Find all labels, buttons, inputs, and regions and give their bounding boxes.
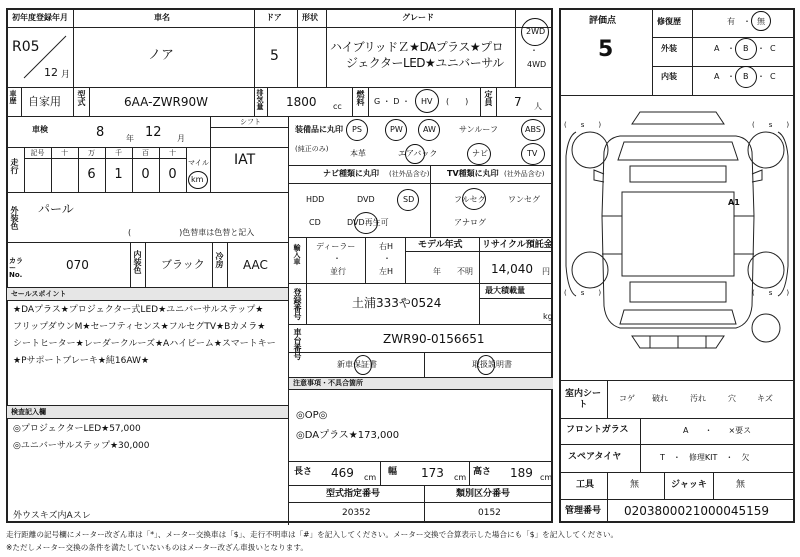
equip-tv: TV [527,149,538,158]
length-unit: cm [364,473,377,482]
ext-a: A [714,44,720,53]
exterior-color: パール [38,202,74,216]
ext-c: C [770,44,776,53]
digit-header-5: 十 [169,149,176,157]
int-dot2: ・ [757,72,765,81]
equip-pw: PW [390,125,403,134]
spare-label: スペアタイヤ [568,452,622,462]
import-right: 右H [379,242,394,251]
import-parallel: 並行 [330,267,346,276]
mileage-label: 走行 [10,158,19,174]
equip-aw: AW [423,125,436,134]
tool-label: 工具 [576,480,595,490]
grade-label: グレード [402,13,434,22]
km-label: km [191,175,204,184]
interior-color: ブラック [161,258,205,271]
seat-opt-3: 穴 [728,394,736,403]
car-name: ノア [148,48,175,63]
equip-abs: ABS [525,125,541,134]
mgmt-value: 0203800021000045159 [624,504,770,518]
nav-note: (社外品含む) [389,170,430,178]
sales-line-3: ★Pサポートブレーキ★純16AW★ [13,356,150,366]
car-diagram [560,96,794,378]
repair-opt-dot: ・ [743,17,751,26]
inspector-footer: 外ウスキズ内Aスレ [13,511,91,521]
inspection-label: 車検 [32,125,48,134]
repair-opt-no: 無 [757,17,765,26]
tv-fullseg: フルセグ [454,195,486,204]
length-label: 長さ [294,467,313,477]
first-reg-year: R05 [12,39,40,55]
notes-label: 注意事項・不具合箇所 [293,379,363,387]
ext-label: 外装 [661,44,677,53]
mgmt-label: 管理番号 [565,506,602,516]
seat-opt-1: 破れ [652,394,668,403]
import-left: 左H [379,267,394,276]
first-reg-month: 12 [44,66,58,79]
shift: IAT [234,152,256,168]
cooling: AAC [243,258,268,272]
inspector-line-1: ◎ユニバーサルステップ★30,000 [13,441,150,451]
ext-b: B [743,44,749,53]
sales-line-0: ★DAプラス★プロジェクター式LED★ユニバーサルステップ★ [13,305,264,315]
int-a: A [714,72,720,81]
drive-4wd: 4WD [527,60,547,69]
score-label: 評価点 [589,16,617,26]
equipment-sub: (純正のみ) [295,145,329,153]
score-value: 5 [598,37,614,62]
nav-hdd: HDD [306,195,325,204]
model: 6AA-ZWR90W [124,95,209,109]
width-unit: cm [454,473,467,482]
nav-sd: SD [403,195,415,204]
grade-line2: ジェクターLED★ユニバーサル [346,56,504,70]
digit-header-0: 記号 [30,149,45,157]
inspection-month: 12 [145,125,162,140]
recycle-value: 14,040 [491,262,533,276]
fuel-selected: HV [421,97,433,106]
inspection-year-unit: 年 [126,134,134,143]
equip-ps: PS [352,125,362,134]
glass-opts: A ・ ×要ス [683,426,752,435]
seat-opt-4: キズ [757,394,773,403]
notes-line2: ◎DAプラス★173,000 [296,430,400,441]
diagram-mark: A1 [728,198,740,207]
tv-note: (社外品含む) [504,170,545,178]
capacity: 7 [514,95,522,109]
capacity-label: 定員 [484,90,493,106]
max-load-label: 最大積載量 [485,286,525,295]
repair-label: 修復歴 [657,17,681,26]
fuel-options: G ・ D ・ [374,97,410,106]
jack-label: ジャッキ [671,480,707,490]
equip-airbag: エアバック [398,149,438,158]
corner-rr: ( s ) [752,289,790,297]
nav-dvd: DVD [357,195,375,204]
tool-value: 無 [630,480,640,490]
footer-line1: 走行距離の記号欄にメーター改ざん車は「*」、メーター交換車は「$」、走行不明車は「#」を記入してください。メーター交換で合算表示した場合にも「$」を記入してください。 [6,530,619,539]
manual: 取扱説明書 [472,360,512,369]
seat-opt-2: 汚れ [690,394,706,403]
digit-3: 1 [114,167,123,182]
seat-opt-0: コゲ [619,394,635,403]
nav-dvd-play: DVD再生可 [347,218,389,227]
shape-label: 形状 [302,13,318,22]
notes-line1: ◎OP◎ [296,410,328,421]
digit-header-3: 千 [115,149,122,157]
door-label: ドア [266,13,282,22]
digit-5: 0 [168,167,177,182]
height-label: 高さ [473,467,492,477]
sales-line-1: フリップダウンM★セーフティセンス★フルセグTV★Bカメラ★ [13,322,266,332]
nav-cd: CD [309,218,321,227]
import-label: 輸入車 [293,244,301,265]
door-count: 5 [270,48,279,64]
glass-label: フロントガラス [566,425,629,435]
fuel-paren: ( ) [446,97,469,106]
colorno-value: 070 [66,258,89,272]
corner-fr: ( s ) [752,121,790,129]
drive-2wd: 2WD [526,27,546,36]
corner-fl: ( s ) [564,121,602,129]
shift-label: シフト [240,118,261,126]
digit-4: 0 [141,167,150,182]
chassis-label: 車台番号 [293,328,302,360]
drive-sep: ・ [530,46,538,55]
usage-label: 車歴 [9,90,17,104]
ext-dot1: ・ [727,44,735,53]
first-reg-label: 初年度登録年月 [12,13,68,22]
recycle-unit: 円 [542,267,550,276]
displacement-label: 排気量 [256,89,264,110]
spare-opts: T ・ 修理KIT ・ 欠 [660,453,750,462]
digit-header-4: 百 [142,149,149,157]
width: 173 [421,466,444,480]
type-no: 20352 [342,508,371,518]
height-unit: cm [540,473,553,482]
tv-analog: アナログ [454,218,486,227]
max-load-kg: kg [543,312,553,321]
colorno-label: カラーNo. [9,257,23,279]
inspection-year: 8 [96,125,105,140]
first-reg-month-unit: 月 [61,70,71,80]
equipment-label: 装備品に丸印 [295,125,343,134]
jack-value: 無 [736,480,746,490]
import-dot: ・ [333,254,341,263]
warranty: 新車保証書 [337,360,377,369]
mile-label: マイル [188,159,209,167]
fuel-label: 燃料 [356,90,365,106]
import-dot2: ・ [383,254,391,263]
int-c: C [770,72,776,81]
equip-navi: ナビ [472,149,488,158]
int-dot1: ・ [727,72,735,81]
chassis-value: ZWR90-0156651 [383,332,485,346]
model-year-label: モデル年式 [418,240,463,250]
grade-line1: ハイブリッドＺ★DAプラス★プロ [330,40,504,54]
tv-title: TV種類に丸印 [447,169,499,178]
recycle-label: リサイクル預託金 [482,240,553,250]
repair-opt-yes: 有 [727,17,735,26]
inspection-month-unit: 月 [177,134,185,143]
model-year-unit: 年 [433,267,441,276]
displacement: 1800 [286,95,317,109]
length: 469 [331,466,354,480]
height: 189 [510,466,533,480]
import-dealer: ディーラー [316,242,356,251]
sales-label: セールスポイント [11,290,67,298]
cooling-label: 冷房 [215,252,224,268]
class-no-label: 類別区分番号 [456,489,511,499]
inspector-label: 検査記入欄 [11,408,46,416]
inspector-line-0: ◎プロジェクターLED★57,000 [13,424,141,434]
ext-dot2: ・ [757,44,765,53]
digit-header-1: 十 [61,149,68,157]
corner-rl: ( s ) [564,289,602,297]
nav-title: ナビ種類に丸印 [323,169,379,178]
tv-oneseg: ワンセグ [508,195,540,204]
seat-label: 室内シート [564,389,601,410]
interior-label: 内装色 [133,250,142,274]
equip-sunroof: サンルーフ [459,125,498,134]
width-label: 幅 [388,467,398,477]
sales-line-2: シートヒーター★レーダークルーズ★Aハイビーム★スマートキー [13,339,276,349]
usage: 自家用 [28,95,61,108]
equip-leather: 本革 [350,149,366,158]
type-no-label: 型式指定番号 [326,489,381,499]
model-label: 型式 [77,90,86,106]
digit-2: 6 [87,167,96,182]
repaint-note: ( )色替車は色替と記入 [128,228,255,237]
capacity-unit: 人 [534,102,542,111]
class-no: 0152 [478,508,501,518]
exterior-label: 外装色 [10,206,19,230]
digit-header-2: 万 [88,149,95,157]
int-label: 内装 [661,72,677,81]
int-b: B [743,72,749,81]
displacement-unit: cc [333,102,342,111]
registration-label: 登録番号 [293,288,302,320]
registration-value: 土浦333や0524 [352,296,442,310]
car-name-label: 車名 [154,13,170,22]
footer-line2: ※ただしメーター交換の条件を満たしていないものはメーター改ざん車扱いとなります。 [6,543,308,552]
model-year-unknown: 不明 [457,267,473,276]
